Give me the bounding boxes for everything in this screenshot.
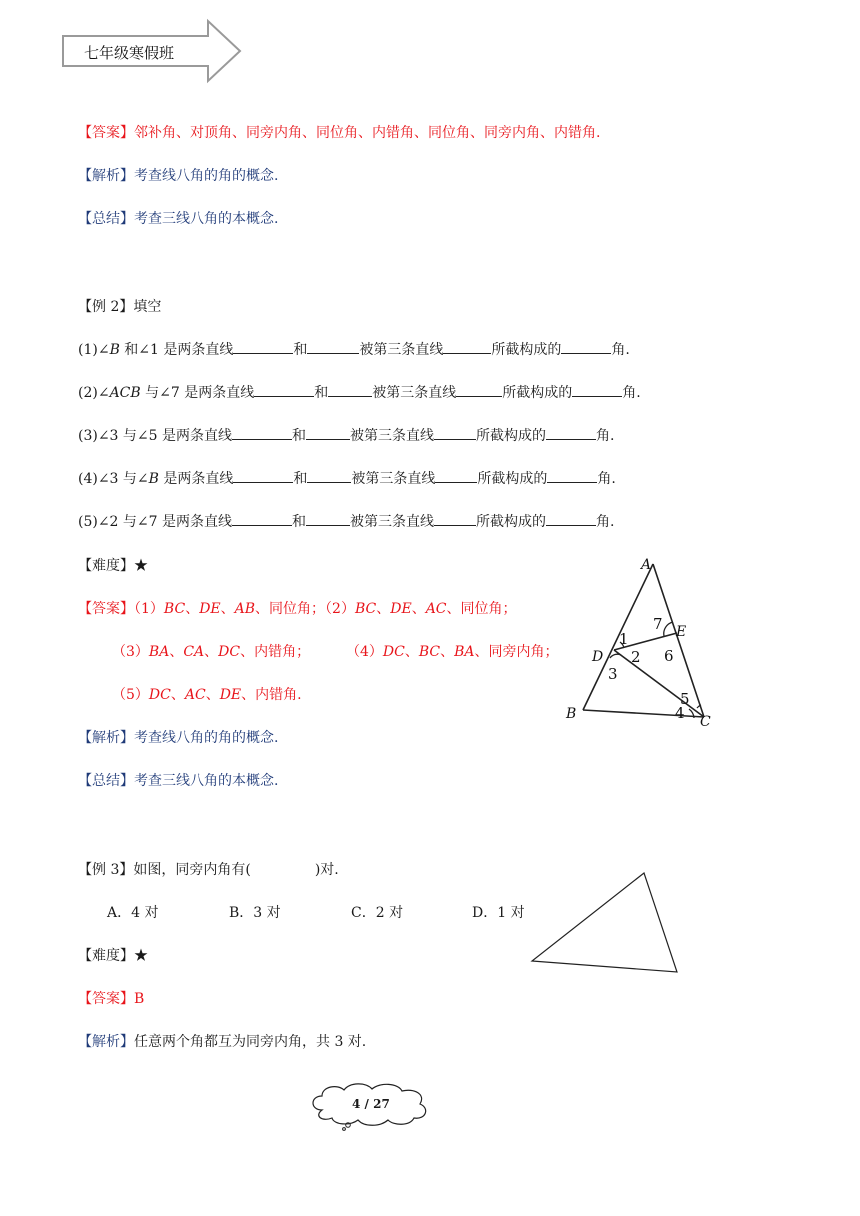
ans-text: 、 xyxy=(220,601,235,617)
ans-var: DE xyxy=(390,601,412,617)
ex2-summary-row xyxy=(78,770,278,790)
difficulty-tag: 【难度】 xyxy=(78,948,134,964)
q-text: (5)∠2 与∠7 是两条直线 xyxy=(78,514,233,530)
q-text: 角. xyxy=(622,385,641,401)
blank[interactable] xyxy=(233,470,293,483)
blank[interactable] xyxy=(435,470,477,483)
q-var: B xyxy=(109,342,120,358)
blank[interactable] xyxy=(232,513,292,526)
header-title: 七年级寒假班 xyxy=(84,44,175,62)
summary-tag: 【总结】 xyxy=(78,211,134,227)
angle-label-2: 2 xyxy=(631,648,641,666)
ans-var: DC xyxy=(148,687,171,703)
angle-label-7: 7 xyxy=(653,615,663,633)
ex1-analysis-row xyxy=(78,165,278,185)
ans-text: 、 xyxy=(169,644,184,660)
ans-var: BA xyxy=(454,644,475,660)
blank[interactable] xyxy=(434,427,476,440)
answer-tag: 【答案】 xyxy=(78,601,134,617)
option-a[interactable]: A．4 对 xyxy=(107,905,159,921)
angle-arc xyxy=(610,654,621,658)
summary-tag: 【总结】 xyxy=(78,773,134,789)
q-text: 所截构成的 xyxy=(476,514,547,530)
angle-label-6: 6 xyxy=(664,647,674,665)
ex1-summary-row xyxy=(78,208,278,228)
summary-text: 考查三线八角的本概念. xyxy=(134,211,279,227)
blank[interactable] xyxy=(307,470,351,483)
difficulty-tag: 【难度】 xyxy=(78,558,134,574)
blank[interactable] xyxy=(547,470,597,483)
q-text: 和 xyxy=(314,385,329,401)
triangle-shape xyxy=(532,873,677,972)
analysis-tag: 【解析】 xyxy=(78,1034,134,1050)
analysis-text: 任意两个角都互为同旁内角，共 3 对. xyxy=(134,1034,367,1050)
q-text: 和 xyxy=(292,514,307,530)
ex3-answer-row xyxy=(78,988,144,1008)
triangle-figure xyxy=(556,552,726,732)
ans-text: 、 xyxy=(411,601,426,617)
ex2-answer-row-2b xyxy=(346,641,559,661)
ans-text: 、 xyxy=(404,644,419,660)
ex2-difficulty-row xyxy=(78,555,148,575)
ans-var: BC xyxy=(418,644,441,660)
q-text: 被第三条直线 xyxy=(372,385,457,401)
ans-text: （5） xyxy=(112,687,149,703)
ex2-answer-row-3 xyxy=(112,684,302,704)
answer-tag: 【答案】 xyxy=(78,991,134,1007)
ans-text: 、 xyxy=(170,687,185,703)
blank[interactable] xyxy=(306,513,350,526)
q-text: 角. xyxy=(596,428,615,444)
blank[interactable] xyxy=(443,341,491,354)
q-text: 角. xyxy=(597,471,616,487)
line-bc xyxy=(583,710,704,717)
ans-text: 、内错角； xyxy=(240,644,311,660)
blank[interactable] xyxy=(434,513,476,526)
ex2-question-3 xyxy=(78,425,614,445)
ans-text: 、 xyxy=(204,644,219,660)
ans-var: AC xyxy=(425,601,447,617)
summary-text: 考查三线八角的本概念. xyxy=(134,773,279,789)
angle-label-5: 5 xyxy=(680,690,690,708)
angle-label-3: 3 xyxy=(608,665,618,683)
q-text: 所截构成的 xyxy=(476,428,547,444)
q-text: 所截构成的 xyxy=(477,471,548,487)
blank[interactable] xyxy=(546,513,596,526)
ans-var: CA xyxy=(183,644,205,660)
analysis-text: 考查线八角的角的概念. xyxy=(134,168,279,184)
angle-label-1: 1 xyxy=(619,630,629,648)
ex2-answer-row-1 xyxy=(78,598,517,618)
label-b: B xyxy=(566,706,577,722)
ans-text: 、 xyxy=(440,644,455,660)
q-var: B xyxy=(148,471,159,487)
ex1-answer-row xyxy=(78,122,600,142)
ans-var: DC xyxy=(218,644,241,660)
q-text: (1)∠ xyxy=(78,342,110,358)
ans-var: DE xyxy=(219,687,242,703)
blank[interactable] xyxy=(546,427,596,440)
blank[interactable] xyxy=(233,341,293,354)
ex3-triangle-figure xyxy=(526,868,686,978)
blank[interactable] xyxy=(306,427,350,440)
option-c[interactable]: C．2 对 xyxy=(351,905,404,921)
ans-var: BC xyxy=(354,601,377,617)
analysis-tag: 【解析】 xyxy=(78,730,134,746)
q-text: 被第三条直线 xyxy=(351,471,436,487)
line-ab xyxy=(583,564,653,710)
analysis-tag: 【解析】 xyxy=(78,168,134,184)
q-text: 和∠1 是两条直线 xyxy=(119,342,234,358)
ex2-question-1 xyxy=(78,339,630,359)
ans-var: BC xyxy=(163,601,186,617)
line-ac xyxy=(653,564,704,717)
ex2-answer-row-2 xyxy=(112,641,310,661)
q-text: 角. xyxy=(611,342,630,358)
line-dc xyxy=(614,650,704,717)
ans-var: DC xyxy=(382,644,405,660)
ex2-analysis-row xyxy=(78,727,278,747)
q-text: (2)∠ xyxy=(78,385,110,401)
blank[interactable] xyxy=(328,384,372,397)
answer-text: B xyxy=(134,991,145,1007)
header-banner xyxy=(60,18,244,84)
q-text: 与∠7 是两条直线 xyxy=(140,385,255,401)
q-text: 所截构成的 xyxy=(502,385,573,401)
label-c: C xyxy=(700,714,711,730)
option-b[interactable]: B．3 对 xyxy=(229,905,281,921)
ans-var: DE xyxy=(199,601,221,617)
answer-text: 邻补角、对顶角、同旁内角、同位角、内错角、同位角、同旁内角、内错角. xyxy=(134,125,601,141)
analysis-text: 考查线八角的角的概念. xyxy=(134,730,279,746)
q-text: 和 xyxy=(292,428,307,444)
q-text: 【例 3】如图，同旁内角有( xyxy=(78,862,251,878)
q-text: 被第三条直线 xyxy=(359,342,444,358)
ex2-title: 【例 2】填空 xyxy=(78,299,162,315)
blank[interactable] xyxy=(561,341,611,354)
ex2-question-2 xyxy=(78,382,641,402)
ans-text: 、 xyxy=(205,687,220,703)
blank[interactable] xyxy=(456,384,502,397)
label-a: A xyxy=(641,557,652,573)
blank[interactable] xyxy=(254,384,314,397)
page-number-cloud xyxy=(308,1080,432,1132)
ans-text: 、 xyxy=(376,601,391,617)
ans-text: 、同旁内角； xyxy=(474,644,559,660)
ans-text: （3） xyxy=(112,644,149,660)
blank[interactable] xyxy=(232,427,292,440)
q-var: ACB xyxy=(109,385,141,401)
q-text: 和 xyxy=(293,342,308,358)
q-text: (3)∠3 与∠5 是两条直线 xyxy=(78,428,233,444)
answer-tag: 【答案】 xyxy=(78,125,134,141)
ans-var: BA xyxy=(148,644,170,660)
label-d: D xyxy=(592,649,604,665)
q-text: 被第三条直线 xyxy=(350,428,435,444)
ans-text: （4） xyxy=(346,644,383,660)
q-text: 所截构成的 xyxy=(491,342,562,358)
blank[interactable] xyxy=(307,341,359,354)
ans-var: AB xyxy=(234,601,256,617)
angle-label-4: 4 xyxy=(675,704,685,722)
page-number: 4 / 27 xyxy=(352,1097,390,1111)
ans-text: 、同位角； xyxy=(446,601,517,617)
q-text: )对. xyxy=(314,862,339,878)
ans-text: 、同位角；（2） xyxy=(255,601,355,617)
ex3-difficulty-row xyxy=(78,945,148,965)
ex2-question-5 xyxy=(78,511,614,531)
ex2-question-4 xyxy=(78,468,616,488)
ans-text: （1） xyxy=(134,601,164,617)
q-text: 和 xyxy=(293,471,308,487)
ex3-title xyxy=(78,859,339,879)
q-text: 角. xyxy=(596,514,615,530)
q-text: (4)∠3 与∠ xyxy=(78,471,149,487)
blank[interactable] xyxy=(572,384,622,397)
label-e: E xyxy=(676,624,687,640)
q-text: 是两条直线 xyxy=(158,471,234,487)
star-icon: ★ xyxy=(134,948,148,964)
ans-text: 、内错角. xyxy=(241,687,302,703)
ex3-analysis-row xyxy=(78,1031,366,1051)
q-text: 被第三条直线 xyxy=(350,514,435,530)
star-icon: ★ xyxy=(134,558,148,574)
option-d[interactable]: D．1 对 xyxy=(472,905,525,921)
ans-var: AC xyxy=(184,687,206,703)
ans-text: 、 xyxy=(185,601,200,617)
